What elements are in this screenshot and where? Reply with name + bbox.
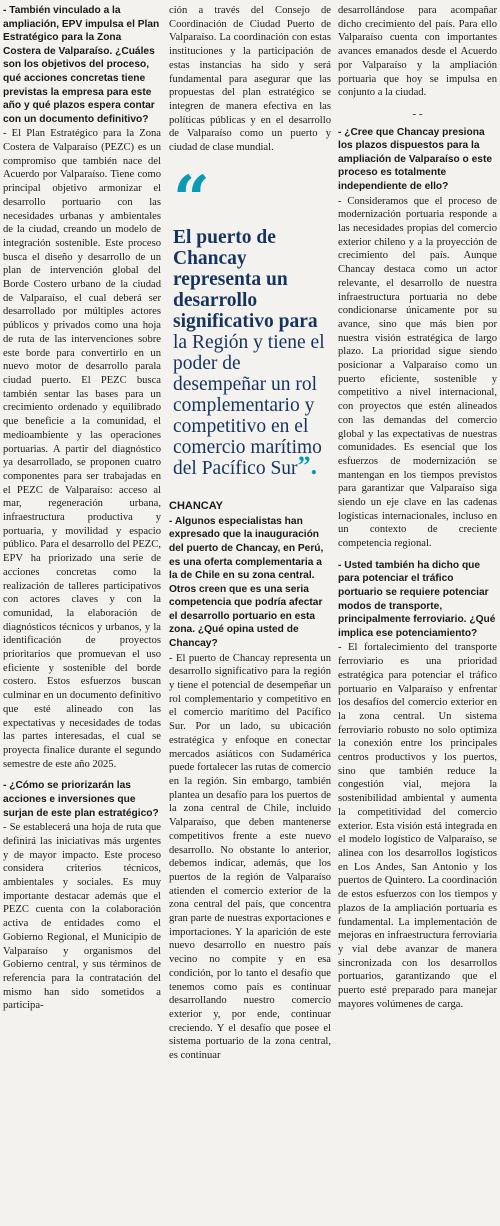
- open-quote-icon: “: [173, 161, 210, 237]
- answer-priorizacion: - Se establecerá una hoja de ruta que definirá las iniciativas más urgentes y de mayor impacto. Este proceso considera criterios técnicos, ambientales y sociales. Es muy importante destacar además que el PEZC cuenta con la colaboración activa de entidades como el Gobierno Regional, el Municipio de Valparaíso y organismos del Gobierno central, y sus términos de referencia para la contratación del mismo han sido sometidos a participa-: [3, 822, 161, 1012]
- answer-chancay: - El puerto de Chancay representa un desarrollo significativo para la región y tiene el potencial de desempeñar un rol complementario y competitivo en el comercio marítimo del Pacífico Sur. Por un lado, su ubicación estratégica y enfoque en conectar mercados asiáticos con Sudamérica puede fortalecer las rutas de comercio en la región. Sin embargo, también plantea un desafío para los puertos de la zona central de Chile, incluido Valparaíso, que deben mantenerse competitivos frente a este nuevo desarrollo. No obstante lo anterior, debemos indicar, además, que los puertos de la región de Valparaíso atienden el comercio exterior de la zona central del país, que concentra gran parte de nuestras exportaciones e importaciones. Y la aparición de este nuevo desarrollo en nuestro país vecino no compite y en esa condición, por lo tanto el desafío que tenemos como país es continuar desarrollando nuestro comercio exterior y, por ende, continuar creciendo. Y el desafío que posee el sistema portuario de la zona central, es continuar: [169, 652, 331, 1062]
- pull-quote-regular: la Región y tiene el poder de desempeñar un rol complementario y competitivo en el comercio marítimo del Pacífico Sur: [173, 331, 325, 479]
- answer-plazos-ampliacion: - Consideramos que el proceso de modernización portuaria responde a las necesidades propias del comercio exterior chileno y a la proyección de crecimiento del país. Aunque Chancay destaca como un actor relevante, el desarrollo de nuestra infraestructura portuaria no debe condicionarse únicamente por su avance, sino que más bien por nuestra visión estratégica de largo plazo. La prioridad sigue siendo posicionar a Valparaíso como un puerto eficiente, sostenible y competitivo a nivel internacional, con proyectos que estén alineados con las demandas del comercio global y las expectativas de nuestras comunidades. Es esencial que los esfuerzos de modernización se mantengan en los tiempos previstos para garantizar que Valparaíso siga siendo un eje clave en las cadenas logísticas internacionales, incluso en un contexto de creciente competencia regional.: [338, 195, 497, 550]
- column-2: [169, 4, 331, 1065]
- question-chancay: - Algunos especialistas han expresado que la inauguración del puerto de Chancay, en Perú, es una oferta complementaria a la de Chile en su zona central. Otros creen que es una seria competencia que podría afectar el desarrollo portuario en esta zona. ¿Qué opina usted de Chancay?: [169, 515, 324, 650]
- pull-quote-bold: El puerto de Chancay representa un desarrollo significativo para: [173, 226, 318, 332]
- question-ampliacion-plan: - También vinculado a la ampliación, EPV impulsa el Plan Estratégico para la Zona Costera de Valparaíso. ¿Cuáles son los objetivos del proceso, qué acciones concretas tiene previstas la empresa para este año y qué plazos espera contar con un documento definitivo?: [3, 5, 160, 125]
- pull-quote: [173, 161, 327, 480]
- question-priorizacion: - ¿Cómo se priorizarán las acciones e inversiones que surjan de este plan estratégico?: [3, 780, 159, 819]
- question-plazos-ampliacion: - ¿Cree que Chancay presiona los plazos dispuestos para la ampliación de Valparaíso o este proceso es totalmente independiente de ello?: [338, 126, 493, 192]
- answer-chancay-continued: desarrollándose para acompañar dicho crecimiento del país. Para ello Valparaíso cuenta con importantes avances emanados desde el Acuerdo por Valparaíso y la ampliación portuaria que hoy se impulsa en conjunto a la ciudad.: [338, 5, 497, 99]
- question-ferroviario: - Usted también ha dicho que para potenciar el tráfico portuario se requiere potenciar modos de transporte, principalmente ferroviario. ¿Qué implica ese potenciamiento?: [338, 559, 496, 639]
- answer-priorizacion-continued: ción a través del Consejo de Coordinación de Ciudad Puerto de Valparaíso. La coordinación con estas instituciones y la participación de estas instancias ha sido y será fundamental para asegurar que las propuestas del plan estratégico se integren de manera efectiva en las políticas públicas y en el desarrollo de Valparaíso como un puerto y ciudad de clase mundial.: [169, 5, 331, 154]
- column-3: [338, 4, 497, 1013]
- column-1: [3, 4, 161, 1015]
- answer-ferroviario: - El fortalecimiento del transporte ferroviario es una prioridad estratégica para potenciar el tráfico portuario en Valparaíso y enfrentar los desafíos del comercio exterior en la zona central. Un sistema ferroviario robusto no solo optimiza la conexión entre los principales centros productivos y los puertos, sino que también reduce la congestión vial, mejora la sostenibilidad ambiental y aumenta la competitividad del comercio exterior. Esta visión está integrada en el modelo logístico de Valparaíso, se alinea con los desarrollos logísticos en Los Andes, San Antonio y los puertos de Quintero. La coordinación de estos esfuerzos con los tiempos y plazos de la ampliación portuaria es fundamental. La implementación de mejoras en infraestructura ferroviaria y vial debe avanzar de manera sincronizada con los desarrollos portuarios, garantizando que el puerto esté preparado para manejar mayores volúmenes de carga.: [338, 642, 497, 1010]
- answer-plan-estrategico: - El Plan Estratégico para la Zona Costera de Valparaíso (PEZC) es un compromiso que también nace del Acuerdo por Valparaíso. Tiene como principal objetivo armonizar el desarrollo portuario con las necesidades urbanas y ambientales de la ciudad, creando un modelo de integración sostenible. Este proceso busca el diseño y desarrollo de un plan de intervención global del Borde Costero urbano de la ciudad de Valparaíso, el cual deberá ser desarrollado por múltiples actores públicos y privados como una hoja de ruta de las intervenciones sobre este borde para convertirlo en un nuevo motor de desarrollo parala ciudad puerto. El PEZC busca también sentar las bases para un crecimiento ordenado y equilibrado que beneficie a la comunidad, el medioambiente y las operaciones portuarias. A partir del diagnóstico ya desarrollado, se proponen cuatro componentes para ser trabajadas en el PEZC de Valparaíso: acceso al mar, regeneración urbana, infraestructura productiva y portuaria, y movilidad y espacio público. Para el desarrollo del PEZC, EPV ha priorizado una serie de acciones concretas como la realización de talleres participativos con actores claves y con la comunidad, la elaboración de diagnósticos técnicos y urbanos, y la identificación de proyectos prioritarios que promuevan el uso eficiente y sostenible del borde costero. Estos esfuerzos buscan culminar en un documento definitivo que esté alineado con las expectativas y necesidades de todas las partes interesadas, el cual se proyecta finalice durante el segundo semestre de este año 2025.: [3, 128, 161, 770]
- section-heading-chancay: CHANCAY: [169, 499, 223, 512]
- close-quote-icon: ”.: [297, 450, 318, 480]
- separator: - -: [412, 107, 423, 120]
